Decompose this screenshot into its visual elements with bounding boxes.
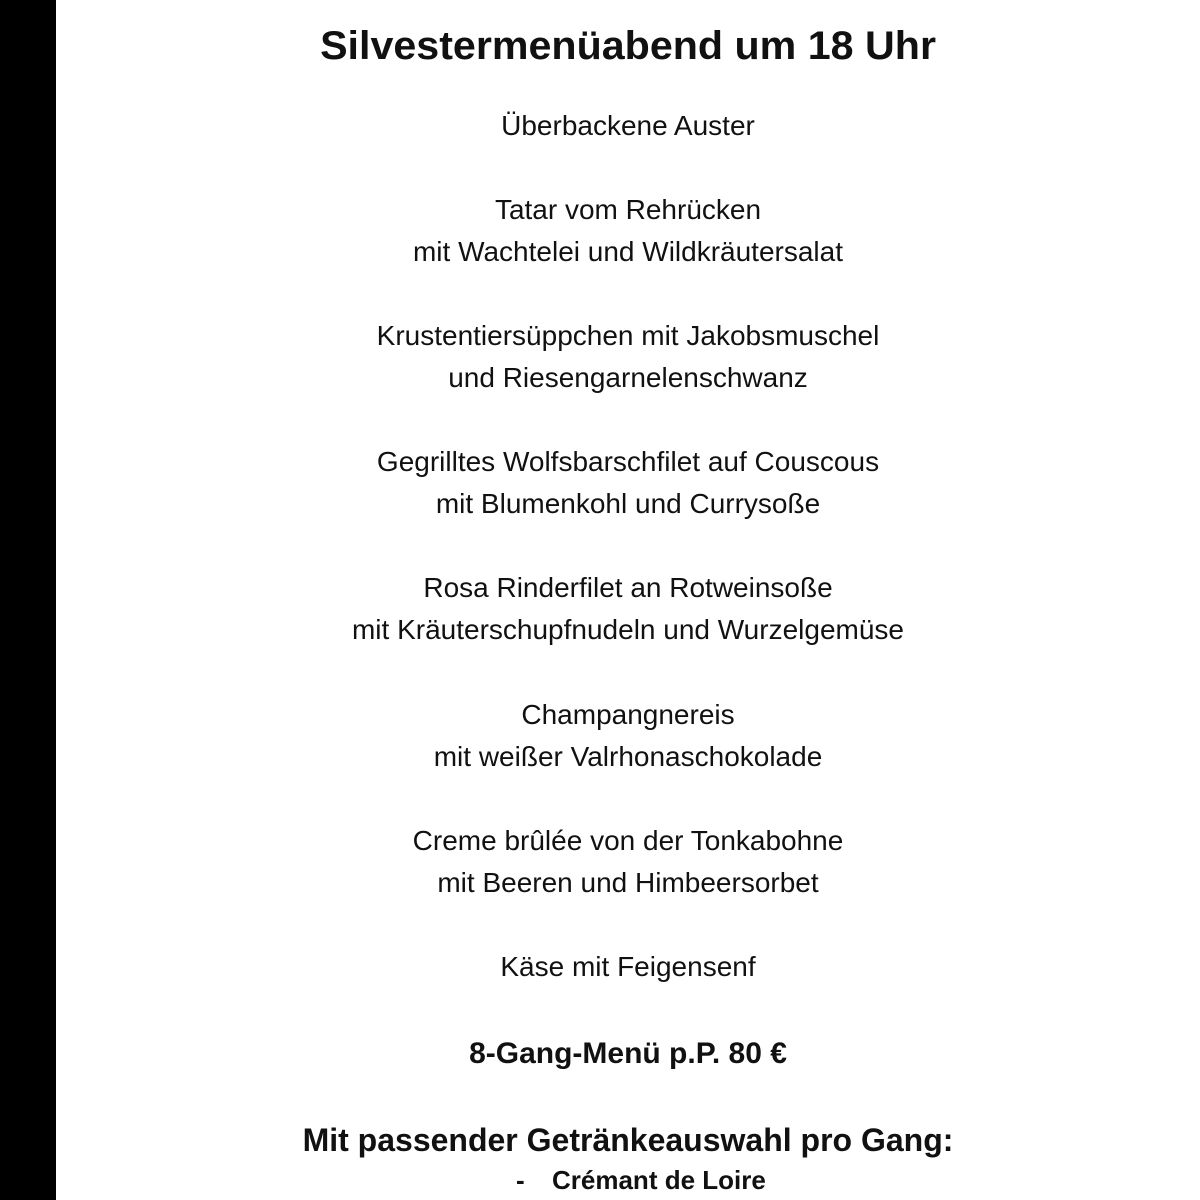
course-2 [56,189,1200,273]
course-5-line-1: Rosa Rinderfilet an Rotweinsoße [423,572,833,603]
course-7-line-2: mit Beeren und Himbeersorbet [437,867,819,898]
menu-price: 8-Gang-Menü p.P. 80 € [469,1037,787,1070]
course-4 [56,441,1200,525]
course-3 [56,315,1200,399]
course-6-line-2: mit weißer Valrhonaschokolade [433,741,823,772]
drink-item [516,1160,766,1200]
course-4-line-2: mit Blumenkohl und Currysoße [435,488,821,519]
course-2-line-2: mit Wachtelei und Wildkräutersalat [412,236,843,267]
drinks-heading: Mit passender Getränkeauswahl pro Gang: [302,1122,954,1158]
course-8-line-1: Käse mit Feigensenf [500,951,756,982]
drink-bullet: - [516,1165,525,1195]
menu-title: Silvestermenüabend um 18 Uhr [320,24,936,68]
course-1 [56,105,1200,147]
course-5-line-2: mit Kräuterschupfnudeln und Wurzelgemüse [351,614,904,645]
course-6-line-1: Champangnereis [521,699,735,730]
course-7 [56,820,1200,904]
course-4-line-1: Gegrilltes Wolfsbarschfilet auf Couscous [376,446,880,477]
course-8 [56,946,1200,988]
course-5 [56,567,1200,651]
course-3-line-2: und Riesengarnelenschwanz [448,362,808,393]
course-6 [56,694,1200,778]
menu-page [56,0,1200,1200]
course-3-line-1: Krustentiersüppchen mit Jakobsmuschel [376,320,880,351]
course-7-line-1: Creme brûlée von der Tonkabohne [412,825,844,856]
course-1-line-1: Überbackene Auster [501,110,755,141]
drink-label: Crémant de Loire [552,1165,766,1195]
course-2-line-1: Tatar vom Rehrücken [494,194,762,225]
